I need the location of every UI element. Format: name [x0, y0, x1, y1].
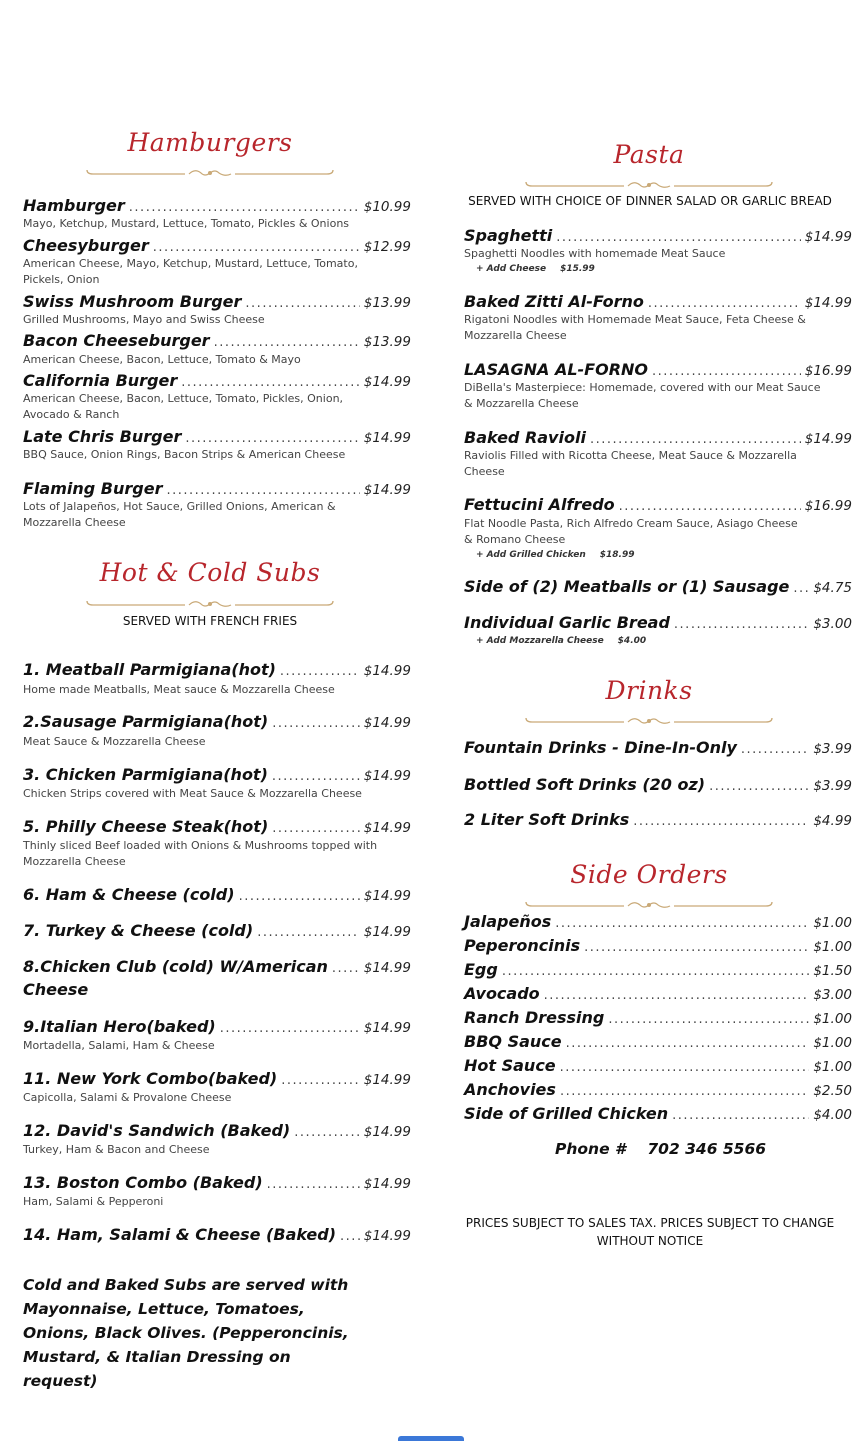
hamburgers-heading: Hamburgers [127, 128, 293, 157]
menu-item-lasagna: LASAGNA AL-FORNO ..... $16.99 [464, 360, 852, 379]
menu-item-bottled-drinks: Bottled Soft Drinks (20 oz) ..... $3.99 [464, 775, 852, 794]
item-description: Chicken Strips covered with Meat Sauce & Mozzarella Cheese [23, 787, 362, 800]
item-description: Capicolla, Salami & Provalone Cheese [23, 1091, 232, 1104]
pasta-heading: Pasta [613, 140, 685, 169]
subs-flourish [85, 597, 335, 611]
item-description: Lots of Jalapeños, Hot Sauce, Grilled Onions, American & Mozzarella Cheese [23, 500, 336, 529]
tax-note: PRICES SUBJECT TO SALES TAX. PRICES SUBJECT TO CHANGE WITHOUT NOTICE [465, 1216, 835, 1248]
menu-item-garlic-bread: Individual Garlic Bread ..... $3.00 [464, 613, 852, 632]
pasta-subtitle: SERVED WITH CHOICE OF DINNER SALAD OR GARLIC BREAD [468, 194, 832, 208]
subs-subtitle: SERVED WITH FRENCH FRIES [122, 614, 298, 628]
side-item: BBQ Sauce ..... $1.00 [464, 1032, 852, 1051]
side-item: Ranch Dressing ..... $1.00 [464, 1008, 852, 1027]
menu-item-sub-9: 9.Italian Hero(baked) ..... $14.99 [23, 1017, 411, 1036]
menu-item-sub-11: 11. New York Combo(baked) ..... $14.99 [23, 1069, 411, 1088]
flourish-ornament [524, 898, 774, 912]
add-on: + Add Cheese $15.99 [476, 264, 595, 274]
phone-number: Phone # 702 346 5566 [555, 1140, 767, 1158]
item-description: Mayo, Ketchup, Mustard, Lettuce, Tomato, Pickles & Onions [23, 217, 350, 230]
add-on: + Add Grilled Chicken $18.99 [476, 550, 635, 560]
scroll-indicator [398, 1436, 464, 1441]
menu-item-sub-1: 1. Meatball Parmigiana(hot) ..... $14.99 [23, 660, 411, 679]
side-item: Avocado ..... $3.00 [464, 984, 852, 1003]
menu-item-late-chris-burger: Late Chris Burger ..... $14.99 [23, 427, 411, 446]
menu-item-spaghetti: Spaghetti ..... $14.99 [464, 226, 852, 245]
side-item: Hot Sauce ..... $1.00 [464, 1056, 852, 1075]
menu-item-sub-12: 12. David's Sandwich (Baked) ..... $14.99 [23, 1121, 411, 1140]
drinks-heading: Drinks [605, 676, 693, 705]
item-description: Thinly sliced Beef loaded with Onions & Mushrooms topped with Mozzarella Cheese [23, 839, 378, 868]
menu-item-swiss-mushroom-burger: Swiss Mushroom Burger ..... $13.99 [23, 292, 411, 311]
menu-item-sub-3: 3. Chicken Parmigiana(hot) ..... $14.99 [23, 765, 411, 784]
menu-item-sub-2: 2.Sausage Parmigiana(hot) ..... $14.99 [23, 712, 411, 731]
item-description: Ham, Salami & Pepperoni [23, 1195, 164, 1208]
menu-item-fettucini-alfredo: Fettucini Alfredo ..... $16.99 [464, 495, 852, 514]
drinks-flourish [524, 714, 774, 728]
item-description: Meat Sauce & Mozzarella Cheese [23, 735, 206, 748]
hamburgers-flourish [85, 166, 335, 180]
item-description: American Cheese, Mayo, Ketchup, Mustard, Lettuce, Tomato, Pickels, Onion [23, 257, 358, 286]
pasta-flourish [524, 178, 774, 192]
item-description: Flat Noodle Pasta, Rich Alfredo Cream Sauce, Asiago Cheese & Romano Cheese [464, 517, 798, 546]
side-item: Side of Grilled Chicken ..... $4.00 [464, 1104, 852, 1123]
item-description: Home made Meatballs, Meat sauce & Mozzarella Cheese [23, 683, 335, 696]
menu-item-flaming-burger: Flaming Burger ..... $14.99 [23, 479, 411, 498]
item-description: Raviolis Filled with Ricotta Cheese, Meat Sauce & Mozzarella Cheese [464, 449, 797, 478]
item-description: Rigatoni Noodles with Homemade Meat Sauce, Feta Cheese & Mozzarella Cheese [464, 313, 806, 342]
menu-item-sub-8: 8.Chicken Club (cold) W/American ..... $14.99 [23, 957, 411, 976]
side-item: Anchovies ..... $2.50 [464, 1080, 852, 1099]
menu-item-sub-8-line2: Cheese [23, 980, 89, 999]
menu-item-sub-14: 14. Ham, Salami & Cheese (Baked) ..... $14.99 [23, 1225, 411, 1244]
item-description: BBQ Sauce, Onion Rings, Bacon Strips & American Cheese [23, 448, 346, 461]
flourish-ornament [524, 714, 774, 728]
flourish-ornament [524, 178, 774, 192]
menu-item-baked-ravioli: Baked Ravioli ..... $14.99 [464, 428, 852, 447]
menu-item-cheesyburger: Cheesyburger ..... $12.99 [23, 236, 411, 255]
menu-item-sub-5: 5. Philly Cheese Steak(hot) ..... $14.99 [23, 817, 411, 836]
sides-heading: Side Orders [570, 860, 728, 889]
menu-item-bacon-cheeseburger: Bacon Cheeseburger ..... $13.99 [23, 331, 411, 350]
item-description: Spaghetti Noodles with homemade Meat Sauce [464, 247, 726, 260]
item-description: Grilled Mushrooms, Mayo and Swiss Cheese [23, 313, 265, 326]
item-description: DiBella's Masterpiece: Homemade, covered with our Meat Sauce & Mozzarella Cheese [464, 381, 821, 410]
side-item: Peperoncinis ..... $1.00 [464, 936, 852, 955]
menu-item-fountain-drinks: Fountain Drinks - Dine-In-Only ..... $3.99 [464, 738, 852, 757]
side-item: Egg ..... $1.50 [464, 960, 852, 979]
subs-heading: Hot & Cold Subs [99, 558, 321, 587]
menu-item-side-meatballs: Side of (2) Meatballs or (1) Sausage ..... $4.75 [464, 577, 852, 596]
menu-item-sub-7: 7. Turkey & Cheese (cold) ..... $14.99 [23, 921, 411, 940]
item-description: American Cheese, Bacon, Lettuce, Tomato & Mayo [23, 353, 301, 366]
menu-item-sub-6: 6. Ham & Cheese (cold) ..... $14.99 [23, 885, 411, 904]
item-description: Mortadella, Salami, Ham & Cheese [23, 1039, 215, 1052]
add-on: + Add Mozzarella Cheese $4.00 [476, 636, 647, 646]
sides-flourish [524, 898, 774, 912]
flourish-ornament [85, 597, 335, 611]
menu-item-hamburger: Hamburger ..... $10.99 [23, 196, 411, 215]
subs-footer-note: Cold and Baked Subs are served with Mayonnaise, Lettuce, Tomatoes, Onions, Black Olives. (Pepperoncinis, Mustard, & Italian Dressing on request) [23, 1276, 349, 1390]
menu-item-sub-13: 13. Boston Combo (Baked) ..... $14.99 [23, 1173, 411, 1192]
menu-item-california-burger: California Burger ..... $14.99 [23, 371, 411, 390]
flourish-ornament [85, 166, 335, 180]
item-description: Turkey, Ham & Bacon and Cheese [23, 1143, 210, 1156]
menu-item-2-liter: 2 Liter Soft Drinks ..... $4.99 [464, 810, 852, 829]
menu-item-baked-zitti: Baked Zitti Al-Forno ..... $14.99 [464, 292, 852, 311]
side-item: Jalapeños ..... $1.00 [464, 912, 852, 931]
item-description: American Cheese, Bacon, Lettuce, Tomato, Pickles, Onion, Avocado & Ranch [23, 392, 344, 421]
